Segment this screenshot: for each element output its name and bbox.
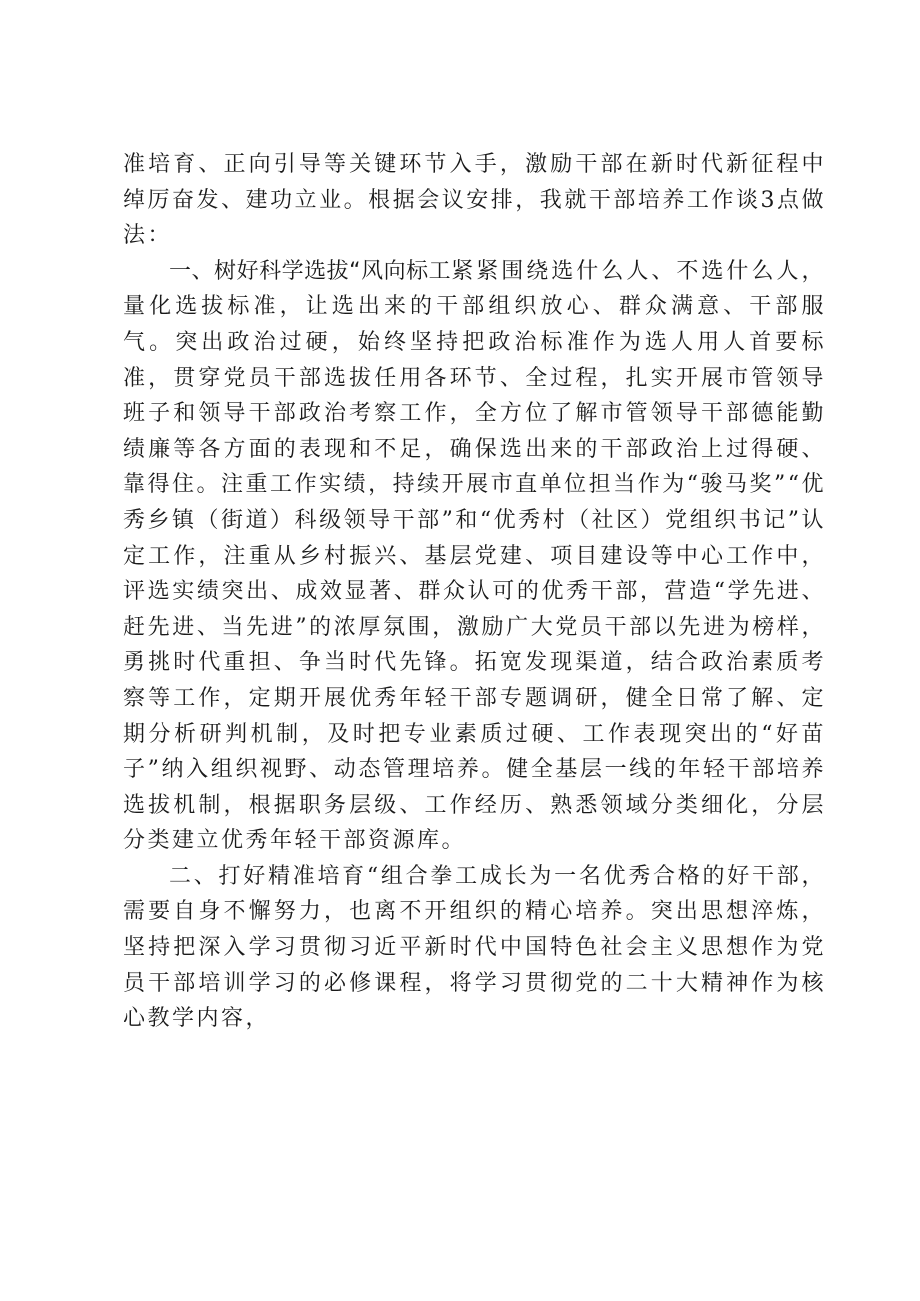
document-body [123,147,826,1037]
section-2-text: 二、打好精准培育“组合拳工成长为一名优秀合格的好干部，需要自身不懈努力，也离不开组织的精心培养。突出思想淬炼，坚持把深入学习贯彻习近平新时代中国特色社会主义思想作为党员干部培训学习的必修课程，将学习贯彻党的二十大精神作为核心教学内容， [123,863,826,1032]
paragraph-section-2 [123,859,826,1037]
paragraph-intro [123,147,826,254]
paragraph-intro-text: 准培育、正向引导等关键环节入手，激励干部在新时代新征程中绰厉奋发、建功立业。根据会议安排，我就干部培养工作谈3点做法： [123,152,826,249]
section-1-text: 紧紧围绕选什么人、不选什么人，量化选拔标准，让选出来的干部组织放心、群众满意、干部服气。突出政治过硬，始终坚持把政治标准作为选人用人首要标准，贯穿党员干部选拔任用各环节、全过程，扎实开展市管领导班子和领导干部政治考察工作，全方位了解市管领导干部德能勤绩廉等各方面的表现和不足，确保选出来的干部政治上过得硬、靠得住。注重工作实绩，持续开展市直单位担当作为“骏马奖”“优秀乡镇（街道）科级领导干部”和“优秀村（社区）党组织书记”认定工作，注重从乡村振兴、基层党建、项目建设等中心工作中，评选实绩突出、成效显著、群众认可的优秀干部，营造“学先进、赶先进、当先进”的浓厚氛围，激励广大党员干部以先进为榜样，勇挑时代重担、争当时代先锋。拓宽发现渠道，结合政治素质考察等工作，定期开展优秀年轻干部专题调研，健全日常了解、定期分析研判机制，及时把专业素质过硬、工作表现突出的“好苗子”纳入组织视野、动态管理培养。健全基层一线的年轻干部培养选拔机制，根据职务层级、工作经历、熟悉领域分类细化，分层分类建立优秀年轻干部资源库。 [123,258,826,854]
paragraph-section-1 [123,254,826,859]
section-1-heading: 一、树好科学选拔“风向标工 [169,258,452,284]
